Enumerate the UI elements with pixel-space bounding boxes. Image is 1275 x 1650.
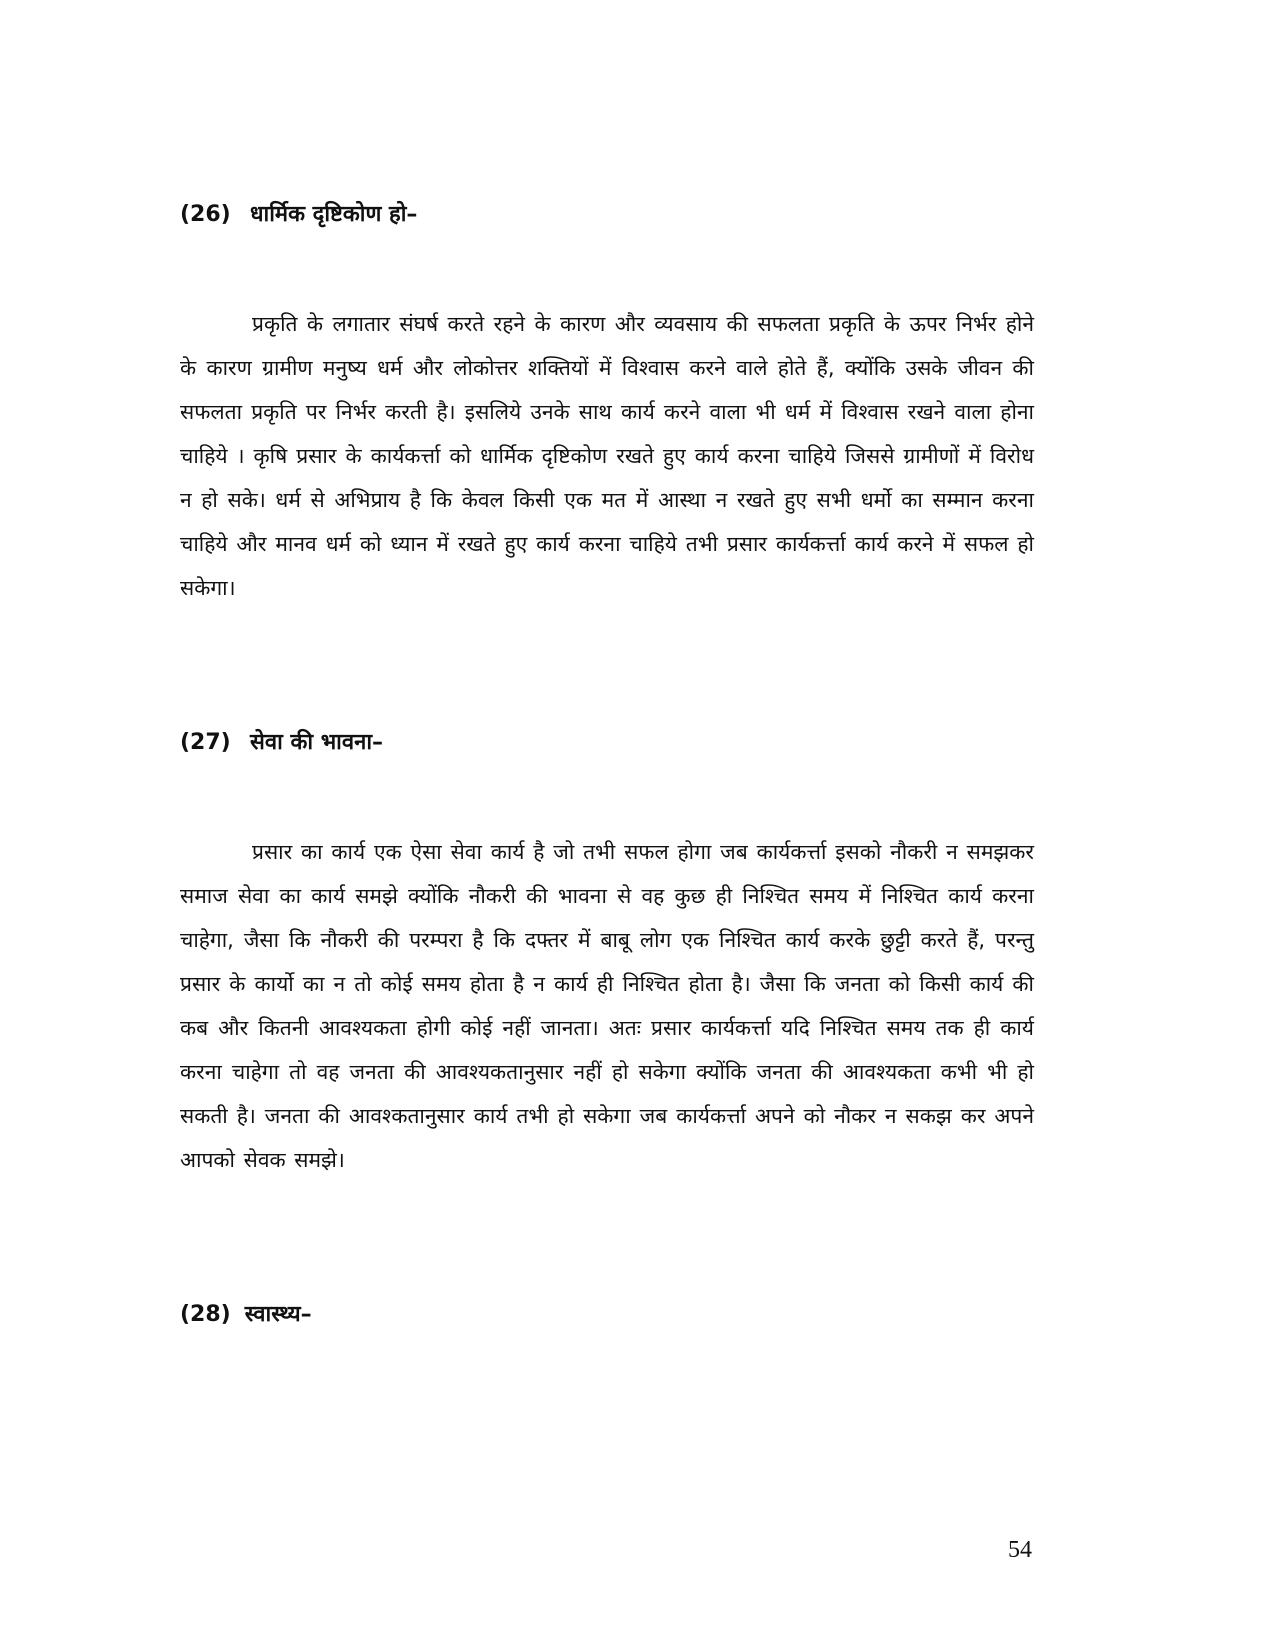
- section-number: (28): [180, 1302, 231, 1327]
- section-number: (27): [180, 730, 231, 755]
- section-title: धार्मिक दृष्टिकोण हो–: [250, 202, 418, 227]
- section-heading-27: [180, 726, 383, 756]
- section-paragraph-27: प्रसार का कार्य एक ऐसा सेवा कार्य है जो तभी सफल होगा जब कार्यकर्त्ता इसको नौकरी न समझकर समाज सेवा का कार्य समझे क्योंकि नौकरी की भावना से वह कुछ ही निश्चित समय में निश्चित कार्य करना चाहेगा, जैसा कि नौकरी की परम्परा है कि दफ्तर में बाबू लोग एक निश्चित कार्य करके छुट्टी करते हैं, परन्तु प्रसार के कार्यो का न तो कोई समय होता है न कार्य ही निश्चित होता है। जैसा कि जनता को किसी कार्य की कब और कितनी आवश्यकता होगी कोई नहीं जानता। अतः प्रसार कार्यकर्त्ता यदि निश्चित समय तक ही कार्य करना चाहेगा तो वह जनता की आवश्यकतानुसार नहीं हो सकेगा क्योंकि जनता की आवश्यकता कभी भी हो सकती है। जनता की आवश्कतानुसार कार्य तभी हो सकेगा जब कार्यकर्त्ता अपने को नौकर न सकझ कर अपने आपको सेवक समझे।: [180, 840, 1034, 1172]
- section-number: (26): [180, 202, 231, 227]
- section-heading-26: [180, 198, 417, 228]
- section-title: स्वास्थ्य–: [244, 1302, 312, 1327]
- page-number: 54: [1008, 1537, 1032, 1563]
- section-paragraph-26: प्रकृति के लगातार संघर्ष करते रहने के कारण और व्यवसाय की सफलता प्रकृति के ऊपर निर्भर होने के कारण ग्रामीण मनुष्य धर्म और लोकोत्तर शक्तियों में विश्वास करने वाले होते हैं, क्योंकि उसके जीवन की सफलता प्रकृति पर निर्भर करती है। इसलिये उनके साथ कार्य करने वाला भी धर्म में विश्वास रखने वाला होना चाहिये । कृषि प्रसार के कार्यकर्त्ता को धार्मिक दृष्टिकोण रखते हुए कार्य करना चाहिये जिससे ग्रामीणों में विरोध न हो सके। धर्म से अभिप्राय है कि केवल किसी एक मत में आस्था न रखते हुए सभी धर्मो का सम्मान करना चाहिये और मानव धर्म को ध्यान में रखते हुए कार्य करना चाहिये तभी प्रसार कार्यकर्त्ता कार्य करने में सफल हो सकेगा।: [180, 312, 1034, 600]
- section-heading-28: [180, 1298, 312, 1328]
- section-title: सेवा की भावना–: [250, 730, 384, 755]
